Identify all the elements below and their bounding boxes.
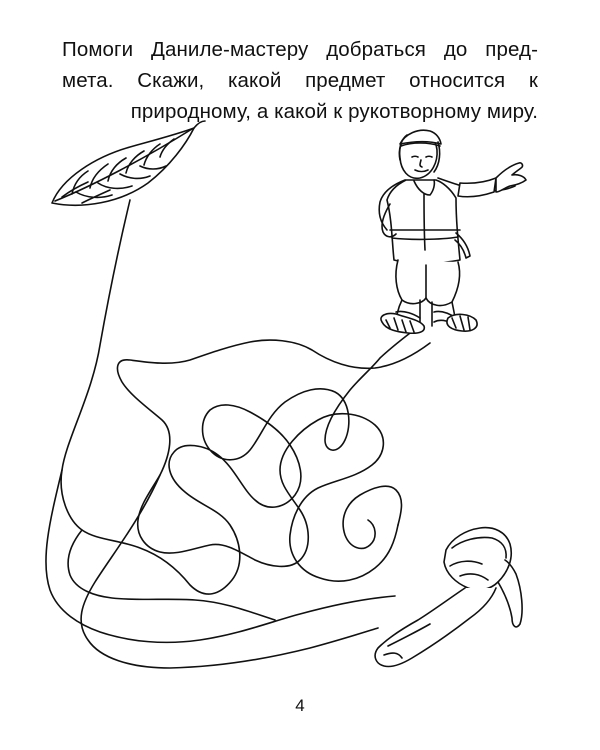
- leaf-icon[interactable]: [52, 121, 205, 205]
- hammer-icon[interactable]: [375, 528, 522, 667]
- instruction-line-3: природному, а какой к рукотворному миру.: [130, 100, 538, 123]
- danila-master-icon[interactable]: [379, 130, 526, 333]
- instruction-line-1: Помоги Даниле-мастеру добраться до пред-: [62, 38, 538, 61]
- tangled-path-maze[interactable]: [46, 200, 430, 668]
- page-number: 4: [295, 696, 305, 715]
- instruction-line-2: мета. Скажи, какой предмет относится к: [62, 69, 538, 92]
